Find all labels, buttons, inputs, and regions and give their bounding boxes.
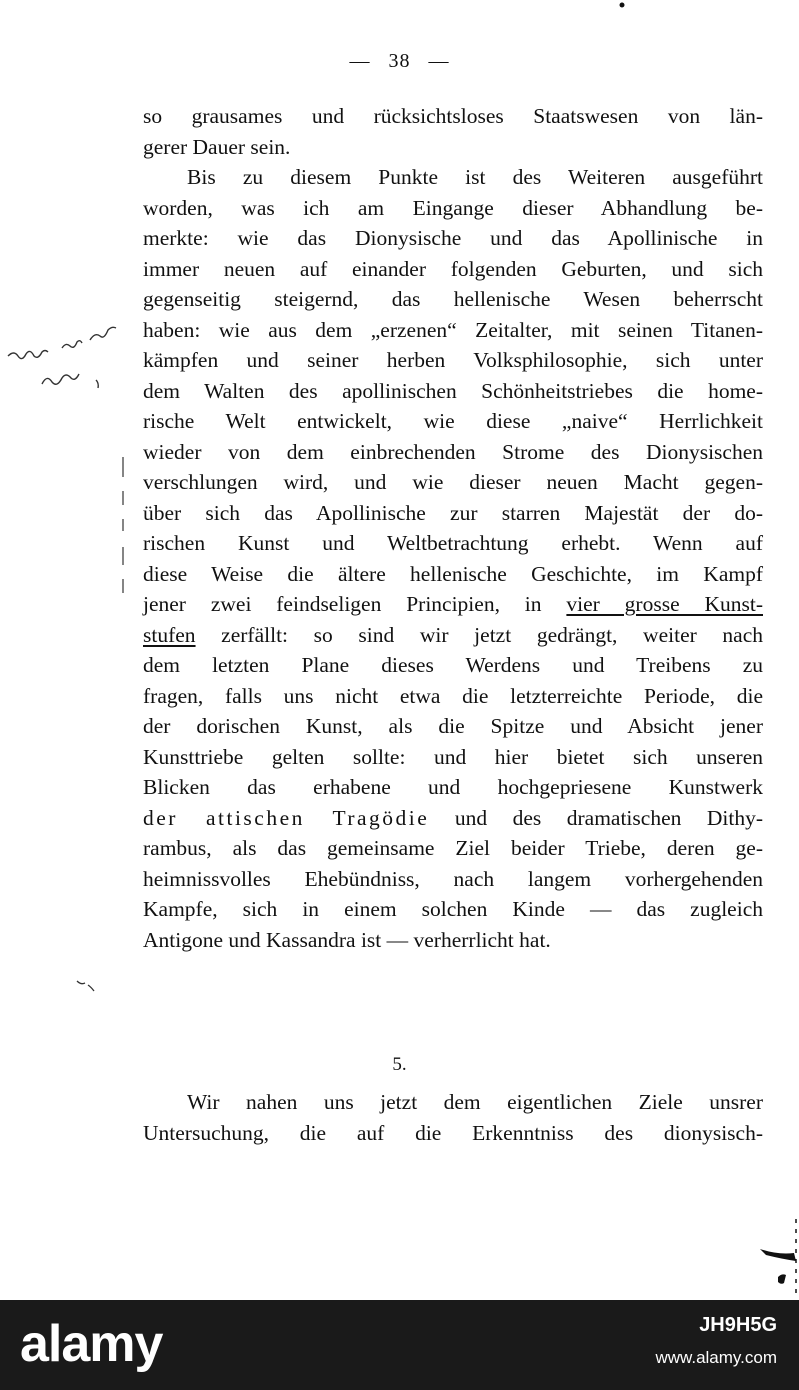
- text-line: fragen, falls uns nicht etwa die letzterreichte Periode, die: [143, 683, 763, 708]
- text-line: diese Weise die ältere hellenische Geschichte, im Kampf: [143, 561, 763, 586]
- text-line: der dorischen Kunst, als die Spitze und Absicht jener: [143, 714, 763, 738]
- site-url-label: www.alamy.com: [655, 1348, 777, 1367]
- page-number-dash-left: —: [349, 50, 371, 72]
- pencil-underlined-text: vier grosse Kunst-: [566, 592, 763, 616]
- stock-watermark-bar: [0, 1300, 799, 1390]
- page-number-value: 38: [388, 50, 411, 72]
- text-line-with-underline: [143, 589, 763, 620]
- text-line: so grausames und rücksichtsloses Staatswesen von län-: [143, 104, 763, 128]
- text-line: rische Welt entwickelt, wie diese „naive“ Herrlichkeit: [143, 409, 763, 433]
- ink-dot: [618, 0, 626, 10]
- text-line: Blicken das erhabene und hochgepriesene Kunstwerk: [143, 775, 763, 799]
- text-line: kämpfen und seiner herben Volksphilosophie, sich unter: [143, 348, 763, 372]
- text-line: immer neuen auf einander folgenden Geburten, und sich: [143, 256, 763, 281]
- text-line: gegenseitig steigernd, das hellenische Wesen beherrscht: [143, 287, 763, 311]
- margin-pencil-marks: [118, 455, 128, 605]
- brand-logo: alamy: [20, 1315, 163, 1373]
- pencil-tick-mark: [74, 975, 104, 995]
- scan-edge-mark: [752, 1215, 799, 1300]
- text-fragment: jener zwei feindseligen Principien, in: [143, 592, 567, 616]
- text-line: Bis zu diesem Punkte ist des Weiteren ausgeführt: [187, 165, 763, 189]
- image-id-label: JH9H5G: [699, 1314, 777, 1336]
- text-line: dem letzten Plane dieses Werdens und Treibens zu: [143, 653, 763, 677]
- text-line: worden, was ich am Eingange dieser Abhandlung be-: [143, 195, 763, 220]
- text-line: Kampfe, sich in einem solchen Kinde — das zugleich: [143, 897, 763, 921]
- text-fragment: und des dramatischen Dithy-: [429, 805, 763, 830]
- main-paragraphs: [143, 101, 763, 955]
- handwritten-margin-note: [4, 318, 129, 398]
- pencil-underlined-text: stufen: [143, 622, 196, 647]
- text-line: haben: wie aus dem „erzenen“ Zeitalter, mit seinen Titanen-: [143, 317, 763, 342]
- text-line: Wir nahen uns jetzt dem eigentlichen Ziele unsrer: [187, 1090, 763, 1114]
- section-number: 5.: [392, 1054, 407, 1075]
- text-line: Untersuchung, die auf die Erkenntniss des dionysisch-: [143, 1120, 763, 1145]
- text-line: rambus, als das gemeinsame Ziel beider Triebe, deren ge-: [143, 836, 763, 860]
- text-line: dem Walten des apollinischen Schönheitstriebes die home-: [143, 378, 763, 403]
- section-paragraph: [143, 1087, 763, 1148]
- text-line: Antigone und Kassandra ist — verherrlicht hat.: [143, 927, 551, 952]
- text-line-with-underline: [143, 620, 763, 651]
- text-line: merkte: wie das Dionysische und das Apollinische in: [143, 226, 763, 250]
- page-number-dash-right: —: [428, 50, 450, 72]
- text-line: wieder von dem einbrechenden Strome des Dionysischen: [143, 439, 763, 464]
- page-number: [0, 50, 799, 73]
- text-line-with-spaced-title: [143, 803, 763, 834]
- text-fragment: zerfällt: so sind wir jetzt gedrängt, weiter nach: [195, 622, 763, 647]
- text-line: Kunsttriebe gelten sollte: und hier bietet sich unseren: [143, 744, 763, 769]
- text-line: verschlungen wird, und wie dieser neuen Macht gegen-: [143, 470, 763, 494]
- text-line: über sich das Apollinische zur starren Majestät der do-: [143, 500, 763, 525]
- spaced-emphasis-text: der attischen Tragödie: [143, 805, 430, 830]
- text-line: rischen Kunst und Weltbetrachtung erhebt. Wenn auf: [143, 531, 763, 555]
- text-line: gerer Dauer sein.: [143, 134, 291, 159]
- text-line: heimnissvolles Ehebündniss, nach langem vorhergehenden: [143, 866, 763, 891]
